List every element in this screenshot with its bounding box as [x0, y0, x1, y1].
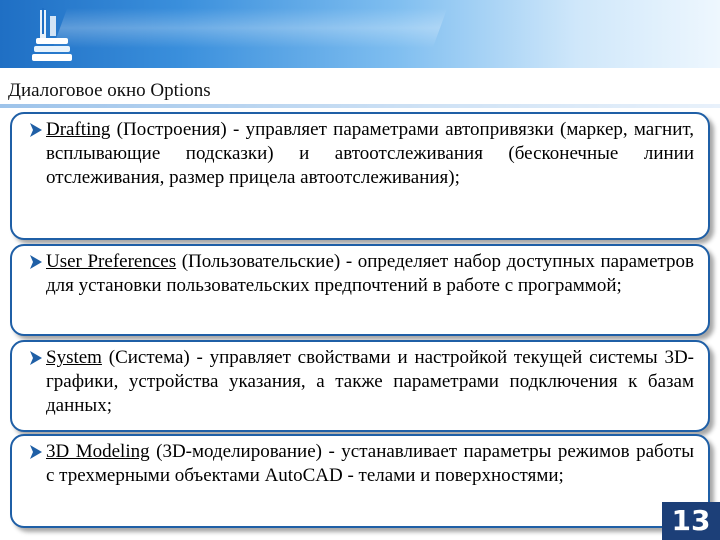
list-item: [10, 434, 710, 528]
item-description: (3D-моделирование) - устанавливает параметры режимов работы с трехмерными объектами AutoCAD - телами и поверхностями;: [46, 441, 694, 486]
item-term: Drafting: [46, 119, 111, 140]
item-description: (Система) - управляет свойствами и настройкой текущей системы 3D-графики, устройства указания, а также параметрами подключения к базам данных;: [46, 347, 694, 416]
item-description: (Построения) - управляет параметрами автопривязки (маркер, магнит, всплывающие подсказки) и автоотслеживания (бесконечные линии отслеживания, размер прицела автоотслеживания);: [46, 119, 694, 188]
list-item: [10, 244, 710, 336]
header-decoration: [53, 8, 448, 48]
list-item: [10, 340, 710, 432]
arrow-bullet-icon: [30, 123, 42, 137]
item-term: System: [46, 347, 102, 368]
header-band: [0, 0, 720, 68]
logo-icon: [30, 4, 74, 64]
arrow-bullet-icon: [30, 255, 42, 269]
page-number-badge: 13: [662, 502, 720, 540]
slide-title: Диалоговое окно Options: [8, 80, 211, 101]
item-term: 3D Modeling: [46, 441, 150, 462]
arrow-bullet-icon: [30, 351, 42, 365]
arrow-bullet-icon: [30, 445, 42, 459]
item-term: User Preferences: [46, 251, 177, 272]
title-divider: [0, 104, 720, 108]
item-description: (Пользовательские) - определяет набор доступных параметров для установки пользовательских предпочтений в работе с программой;: [46, 251, 695, 296]
list-item: [10, 112, 710, 240]
